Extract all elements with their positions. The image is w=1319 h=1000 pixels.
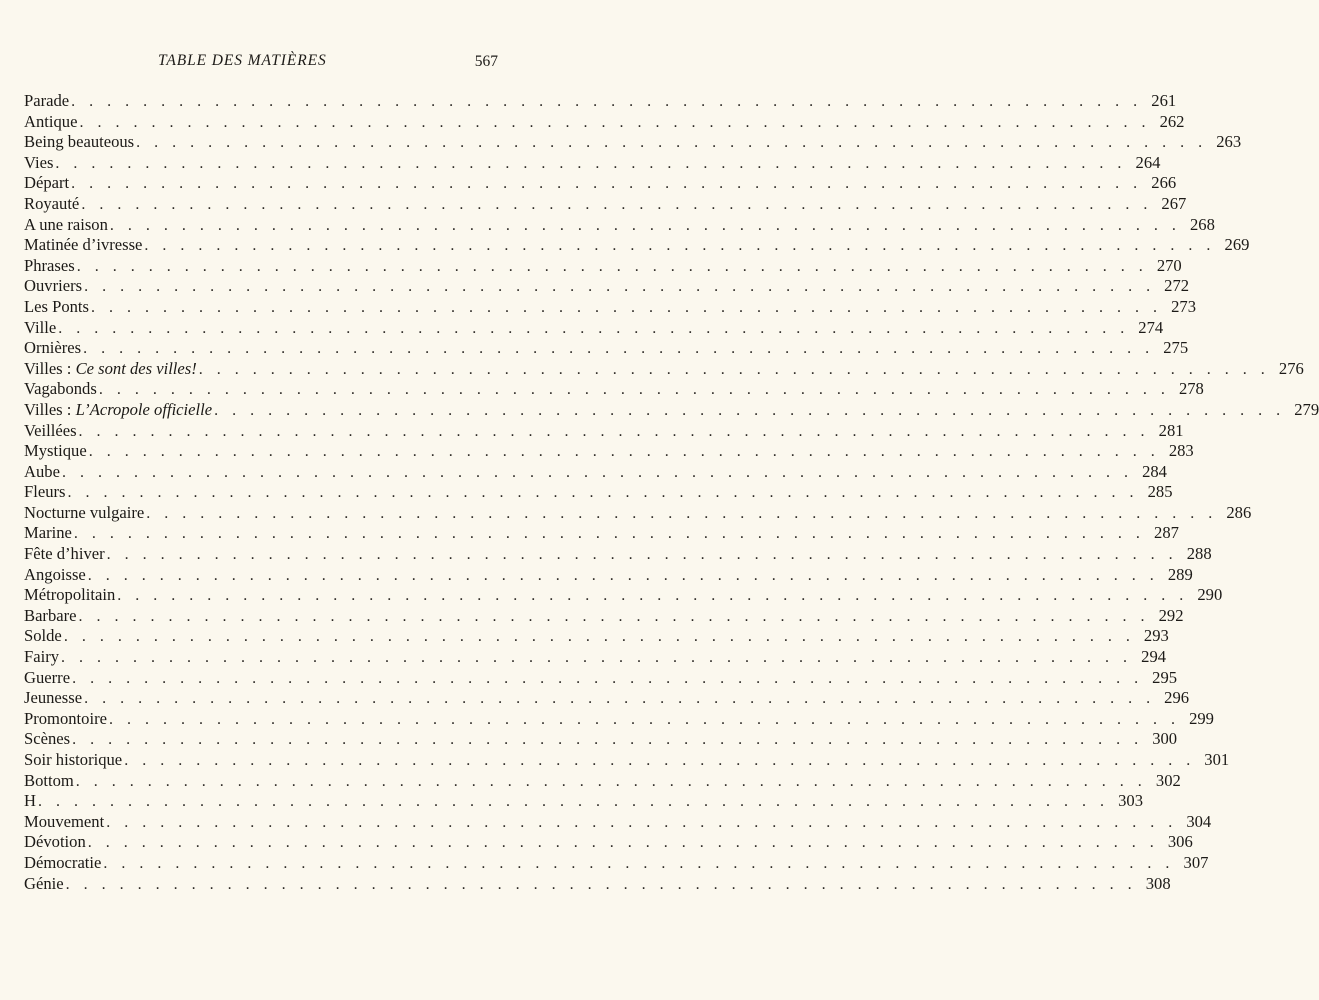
toc-entry [24,296,1196,318]
toc-entry-page: 285 [1147,482,1173,502]
toc-entry-page: 287 [1154,523,1179,543]
toc-entry-title-text: Vies [24,152,54,172]
toc-entry-page: 289 [1167,564,1193,584]
toc-entry-page: 272 [1164,276,1190,296]
toc-entry-page: 275 [1163,338,1189,358]
toc-entry-title-text: Génie [24,873,64,893]
toc-entry-page: 302 [1155,770,1181,790]
toc-entry-page: 292 [1158,605,1184,625]
toc-entry-title [24,132,134,153]
toc-entry-title-text: Fairy [24,647,60,667]
toc-entry-title [24,235,142,256]
dot-leader: . . . . . . . . . . . . . . . . . . . . . . . . . . . . . . . . . . . . . . . . . . . . . . . . . . . . . . . . . . . . [106,813,1178,831]
dot-leader: . . . . . . . . . . . . . . . . . . . . . . . . . . . . . . . . . . . . . . . . . . . . . . . . . . . . . . . . . . . . [83,340,1155,358]
dot-leader: . . . . . . . . . . . . . . . . . . . . . . . . . . . . . . . . . . . . . . . . . . . . . . . . . . . . . . . . . . . . [136,134,1208,152]
toc-entry [24,379,1204,400]
toc-entry-title [24,688,82,709]
toc-entry [24,276,1190,297]
toc-entry [24,173,1177,194]
toc-entry [24,502,1252,524]
toc-entry [24,647,1167,668]
dot-leader: . . . . . . . . . . . . . . . . . . . . . . . . . . . . . . . . . . . . . . . . . . . . . . . . . . . . . . . . . . . . [84,690,1156,708]
toc-entry-title [24,647,59,668]
toc-entry-title-text: Ornières [24,338,82,358]
toc-entry-page: 296 [1164,688,1190,708]
toc-entry-page: 264 [1135,152,1161,172]
toc-entry-title [24,874,64,895]
toc-entry-title-text: Fleurs [24,482,66,502]
toc-entry-title-text: Angoisse [24,564,86,584]
toc-entry-title [24,832,86,853]
toc-entry-page: 278 [1178,379,1204,399]
dot-leader: . . . . . . . . . . . . . . . . . . . . . . . . . . . . . . . . . . . . . . . . . . . . . . . . . . . . . . . . . . . . [73,525,1145,543]
toc-entry [24,770,1181,792]
toc-entry-page: 304 [1186,811,1212,831]
toc-entry-title [24,503,144,524]
table-of-contents [24,91,1319,894]
toc-entry-title-text: Soir historique [24,750,123,769]
dot-leader: . . . . . . . . . . . . . . . . . . . . . . . . . . . . . . . . . . . . . . . . . . . . . . . . . . . . . . . . . . . . [84,278,1156,296]
toc-entry-title [24,194,79,215]
dot-leader: . . . . . . . . . . . . . . . . . . . . . . . . . . . . . . . . . . . . . . . . . . . . . . . . . . . . . . . . . . . . [61,649,1133,667]
toc-entry-page: 293 [1143,626,1169,646]
toc-entry [24,482,1173,503]
toc-entry-title [24,750,122,771]
toc-entry-page: 307 [1183,852,1209,872]
dot-leader: . . . . . . . . . . . . . . . . . . . . . . . . . . . . . . . . . . . . . . . . . . . . . . . . . . . . . . . . . . . . [58,319,1130,337]
dot-leader: . . . . . . . . . . . . . . . . . . . . . . . . . . . . . . . . . . . . . . . . . . . . . . . . . . . . . . . . . . . . [55,154,1127,172]
dot-leader: . . . . . . . . . . . . . . . . . . . . . . . . . . . . . . . . . . . . . . . . . . . . . . . . . . . . . . . . . . . . [124,752,1196,769]
toc-entry-title-italic: L’Acropole officielle [75,399,213,419]
toc-entry [24,235,1250,256]
toc-entry-page: 295 [1152,667,1178,687]
toc-entry-title-text: Ville [24,317,57,337]
toc-entry [24,214,1215,236]
toc-entry-page: 283 [1168,441,1194,461]
toc-entry-page: 300 [1152,729,1178,749]
toc-entry-page: 266 [1151,173,1177,193]
toc-entry [24,317,1164,339]
toc-entry-title-text: Villes : [24,399,76,419]
toc-entry-page: 273 [1171,296,1196,316]
toc-entry-title-text: Ouvriers [24,276,83,296]
toc-entry-title-text: Dévotion [24,832,86,852]
dot-leader: . . . . . . . . . . . . . . . . . . . . . . . . . . . . . . . . . . . . . . . . . . . . . . . . . . . . . . . . . . . . [72,731,1144,749]
toc-entry [24,461,1167,483]
toc-entry-title-text: Solde [24,626,62,646]
dot-leader: . . . . . . . . . . . . . . . . . . . . . . . . . . . . . . . . . . . . . . . . . . . . . . . . . . . . . . . . . . . . [78,607,1150,625]
toc-entry-page: 288 [1186,544,1212,564]
toc-entry-title [24,297,89,318]
toc-entry [24,667,1178,689]
toc-entry-page: 261 [1151,91,1177,110]
dot-leader: . . . . . . . . . . . . . . . . . . . . . . . . . . . . . . . . . . . . . . . . . . . . . . . . . . . . . . . . . . . . [75,772,1147,790]
toc-entry-title-text: Guerre [24,667,71,687]
toc-entry-title [24,441,87,462]
dot-leader: . . . . . . . . . . . . . . . . . . . . . . . . . . . . . . . . . . . . . . . . . . . . . . . . . . . . . . . . . . . . [198,360,1270,378]
toc-entry-page: 299 [1189,708,1214,728]
dot-leader: . . . . . . . . . . . . . . . . . . . . . . . . . . . . . . . . . . . . . . . . . . . . . . . . . . . . . . . . . . . . [117,587,1189,605]
toc-entry-title [24,379,97,400]
toc-entry-title-text: Jeunesse [24,688,83,708]
toc-entry [24,750,1230,771]
toc-entry-page: 274 [1138,317,1164,337]
toc-entry [24,852,1209,874]
toc-entry-title-text: Royauté [24,193,80,213]
toc-entry [24,111,1185,133]
dot-leader: . . . . . . . . . . . . . . . . . . . . . . . . . . . . . . . . . . . . . . . . . . . . . . . . . . . . . . . . . . . . [91,298,1162,316]
toc-entry-page: 294 [1141,647,1167,667]
toc-entry-page: 308 [1145,873,1171,893]
toc-entry-title [24,173,69,194]
toc-entry-title-text: Mouvement [24,811,105,831]
toc-entry-page: 306 [1167,832,1193,852]
running-header [24,52,498,74]
dot-leader: . . . . . . . . . . . . . . . . . . . . . . . . . . . . . . . . . . . . . . . . . . . . . . . . . . . . . . . . . . . . [81,195,1153,213]
toc-entry-title [24,791,36,812]
toc-entry-title-text: Matinée d’ivresse [24,235,143,255]
dot-leader: . . . . . . . . . . . . . . . . . . . . . . . . . . . . . . . . . . . . . . . . . . . . . . . . . . . . . . . . . . . . [71,175,1143,193]
toc-entry-title-italic: Ce sont des villes! [75,358,197,378]
dot-leader: . . . . . . . . . . . . . . . . . . . . . . . . . . . . . . . . . . . . . . . . . . . . . . . . . . . . . . . . . . . . [146,504,1218,522]
toc-entry [24,255,1182,277]
toc-entry [24,791,1143,812]
toc-entry [24,564,1193,586]
toc-entry [24,873,1171,895]
toc-entry-title-text: Parade [24,91,70,110]
toc-entry [24,91,1177,112]
toc-entry-title [24,709,107,730]
dot-leader: . . . . . . . . . . . . . . . . . . . . . . . . . . . . . . . . . . . . . . . . . . . . . . . . . . . . . . . . . . . . [65,875,1137,893]
dot-leader: . . . . . . . . . . . . . . . . . . . . . . . . . . . . . . . . . . . . . . . . . . . . . . . . . . . . . . . . . . . . [214,401,1286,419]
toc-entry [24,626,1169,647]
dot-leader: . . . . . . . . . . . . . . . . . . . . . . . . . . . . . . . . . . . . . . . . . . . . . . . . . . . . . . . . . . . . [79,113,1151,131]
toc-entry-title [24,318,56,339]
toc-entry-title [24,153,53,174]
toc-entry-title-text: Veillées [24,420,77,440]
dot-leader: . . . . . . . . . . . . . . . . . . . . . . . . . . . . . . . . . . . . . . . . . . . . . . . . . . . . . . . . . . . . [98,381,1170,399]
page-number: 567 [474,53,498,70]
toc-entry-title [24,400,212,421]
toc-entry-page: 267 [1161,193,1187,213]
toc-entry-title-text: Bottom [24,770,74,790]
toc-entry-page: 268 [1190,214,1215,234]
dot-leader: . . . . . . . . . . . . . . . . . . . . . . . . . . . . . . . . . . . . . . . . . . . . . . . . . . . . . . . . . . . . [71,93,1143,110]
toc-entry [24,441,1194,462]
toc-entry [24,132,1242,153]
toc-entry-title-text: Villes : [24,358,76,378]
toc-entry-title [24,276,82,297]
toc-entry-page: 279 [1294,399,1319,419]
toc-entry [24,832,1193,853]
toc-entry-title-text: Being beauteous [24,132,135,152]
toc-entry-title-text: Scènes [24,729,71,749]
toc-entry-page: 269 [1224,235,1250,255]
toc-entry [24,338,1189,359]
toc-entry-title [24,482,65,503]
toc-entry-title-text: Barbare [24,605,77,625]
toc-entry-title [24,523,72,544]
toc-entry [24,605,1184,627]
toc-entry-title-text: Aube [24,461,60,481]
toc-entry-title [24,421,77,442]
dot-leader: . . . . . . . . . . . . . . . . . . . . . . . . . . . . . . . . . . . . . . . . . . . . . . . . . . . . . . . . . . . . [108,710,1180,728]
toc-entry-title [24,729,70,750]
toc-entry-page: 281 [1158,420,1184,440]
dot-leader: . . . . . . . . . . . . . . . . . . . . . . . . . . . . . . . . . . . . . . . . . . . . . . . . . . . . . . . . . . . . [76,257,1148,275]
toc-entry-title [24,626,62,647]
toc-entry-title [24,256,75,277]
toc-entry-title [24,668,70,689]
toc-entry-title [24,359,197,380]
toc-entry-page: 263 [1216,132,1242,152]
toc-entry-title-text: Mystique [24,441,87,461]
toc-entry-title-text: Phrases [24,255,75,275]
toc-entry-title [24,462,60,483]
toc-entry [24,811,1212,833]
dot-leader: . . . . . . . . . . . . . . . . . . . . . . . . . . . . . . . . . . . . . . . . . . . . . . . . . . . . . . . . . . . . [109,216,1181,234]
toc-entry [24,399,1319,421]
toc-entry-title [24,544,105,565]
toc-entry-title-text: Métropolitain [24,585,116,605]
toc-entry-title-text: Départ [24,173,70,193]
toc-entry [24,358,1304,380]
toc-entry-title-text: Démocratie [24,852,102,872]
toc-entry-page: 303 [1118,791,1143,811]
toc-entry-title [24,91,69,112]
toc-entry-page: 284 [1142,461,1167,481]
toc-entry-title-text: Nocturne vulgaire [24,502,145,522]
toc-entry-title-text: Vagabonds [24,379,97,399]
toc-entry-title-text: H [24,791,36,811]
toc-entry [24,729,1178,750]
toc-entry-title-text: Antique [24,111,78,131]
toc-entry [24,523,1179,544]
dot-leader: . . . . . . . . . . . . . . . . . . . . . . . . . . . . . . . . . . . . . . . . . . . . . . . . . . . . . . . . . . . . [72,669,1144,687]
toc-entry-title [24,771,74,792]
toc-entry-title-text: Marine [24,523,72,543]
toc-entry-page: 301 [1204,750,1230,769]
toc-entry-title [24,585,115,606]
toc-entry-title [24,338,81,359]
toc-entry [24,193,1187,215]
toc-entry-title [24,112,77,133]
dot-leader: . . . . . . . . . . . . . . . . . . . . . . . . . . . . . . . . . . . . . . . . . . . . . . . . . . . . . . . . . . . . [63,628,1135,646]
toc-entry-page: 286 [1226,502,1252,522]
toc-entry-title [24,565,86,586]
dot-leader: . . . . . . . . . . . . . . . . . . . . . . . . . . . . . . . . . . . . . . . . . . . . . . . . . . . . . . . . . . . . [37,793,1109,811]
toc-entry-page: 290 [1197,585,1223,605]
toc-entry-title [24,812,104,833]
dot-leader: . . . . . . . . . . . . . . . . . . . . . . . . . . . . . . . . . . . . . . . . . . . . . . . . . . . . . . . . . . . . [88,443,1160,461]
toc-entry-title-text: Fête d’hiver [24,544,105,564]
dot-leader: . . . . . . . . . . . . . . . . . . . . . . . . . . . . . . . . . . . . . . . . . . . . . . . . . . . . . . . . . . . . [78,422,1150,440]
dot-leader: . . . . . . . . . . . . . . . . . . . . . . . . . . . . . . . . . . . . . . . . . . . . . . . . . . . . . . . . . . . . [87,834,1159,852]
dot-leader: . . . . . . . . . . . . . . . . . . . . . . . . . . . . . . . . . . . . . . . . . . . . . . . . . . . . . . . . . . . . [144,237,1216,255]
toc-entry [24,152,1161,174]
toc-entry-title [24,853,101,874]
toc-entry [24,420,1184,442]
running-title: TABLE DES MATIÈRES [158,52,327,69]
toc-entry-title-text: Promontoire [24,708,107,728]
dot-leader: . . . . . . . . . . . . . . . . . . . . . . . . . . . . . . . . . . . . . . . . . . . . . . . . . . . . . . . . . . . . [67,484,1139,502]
toc-entry-title-text: Les Ponts [24,296,89,316]
toc-entry-title-text: A une raison [24,214,108,234]
toc-entry-page: 270 [1156,255,1182,275]
toc-entry-title [24,215,108,236]
dot-leader: . . . . . . . . . . . . . . . . . . . . . . . . . . . . . . . . . . . . . . . . . . . . . . . . . . . . . . . . . . . . [103,854,1175,872]
toc-entry [24,708,1214,730]
dot-leader: . . . . . . . . . . . . . . . . . . . . . . . . . . . . . . . . . . . . . . . . . . . . . . . . . . . . . . . . . . . . [61,463,1133,481]
toc-entry-title [24,606,77,627]
dot-leader: . . . . . . . . . . . . . . . . . . . . . . . . . . . . . . . . . . . . . . . . . . . . . . . . . . . . . . . . . . . . [106,546,1178,564]
toc-entry-page: 276 [1278,358,1304,378]
toc-entry [24,688,1190,709]
dot-leader: . . . . . . . . . . . . . . . . . . . . . . . . . . . . . . . . . . . . . . . . . . . . . . . . . . . . . . . . . . . . [87,566,1159,584]
toc-entry [24,544,1212,565]
toc-entry-page: 262 [1159,111,1185,131]
toc-entry [24,585,1223,606]
